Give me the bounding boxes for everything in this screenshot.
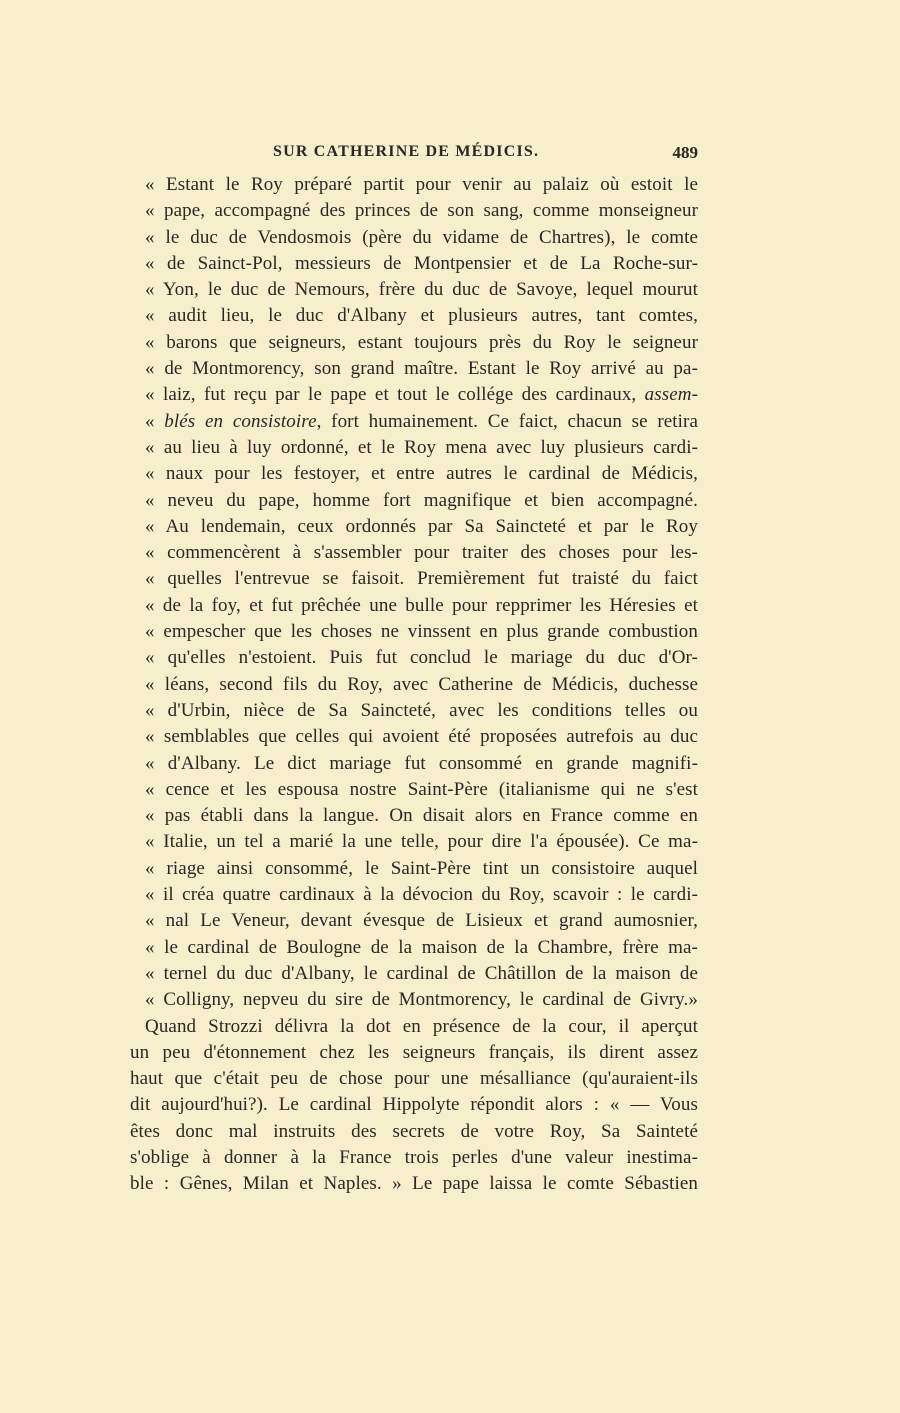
text-line	[130, 1092, 698, 1118]
running-header	[130, 143, 698, 167]
quoted-text-line	[130, 619, 698, 645]
text-segment: « pas établi dans la langue. On disait alors en France comme en	[145, 805, 698, 827]
text-line	[130, 1145, 698, 1171]
text-segment: « Colligny, nepveu du sire de Montmorency, le cardinal de Givry.»	[145, 989, 698, 1011]
text-segment: « riage ainsi consommé, le Saint-Père tint un consistoire auquel	[145, 857, 698, 879]
quoted-text-line	[130, 829, 698, 855]
quoted-text-line	[130, 908, 698, 934]
text-segment: « barons que seigneurs, estant toujours près du Roy le seigneur	[145, 331, 698, 353]
text-segment: « audit lieu, le duc d'Albany et plusieurs autres, tant comtes,	[145, 305, 698, 327]
text-segment: « le duc de Vendosmois (père du vidame de Chartres), le comte	[145, 226, 698, 248]
text-segment: ble : Gênes, Milan et Naples. » Le pape laissa le comte Sébastien	[130, 1173, 698, 1195]
text-segment: , fort humainement. Ce faict, chacun se retira	[316, 410, 699, 432]
quoted-text-line	[130, 593, 698, 619]
text-segment: dit aujourd'hui?). Le cardinal Hippolyte répondit alors : « — Vous	[130, 1094, 698, 1116]
text-segment: «	[145, 410, 165, 432]
quoted-text-line	[130, 961, 698, 987]
quoted-text-line	[130, 225, 698, 251]
quoted-text-line	[130, 409, 698, 435]
text-line	[130, 1040, 698, 1066]
text-segment: « naux pour les festoyer, et entre autres le cardinal de Médicis,	[145, 463, 698, 485]
text-segment: « Yon, le duc de Nemours, frère du duc de Savoye, lequel mourut	[145, 279, 698, 301]
text-segment: « qu'elles n'estoient. Puis fut conclud le mariage du duc d'Or-	[145, 647, 698, 669]
quoted-text-line	[130, 724, 698, 750]
quoted-text-line	[130, 356, 698, 382]
running-title: SUR CATHERINE DE MÉDICIS.	[273, 143, 540, 160]
quoted-text-line	[130, 435, 698, 461]
text-segment: « au lieu à luy ordonné, et le Roy mena avec luy plusieurs cardi-	[145, 436, 698, 458]
text-segment: « d'Urbin, nièce de Sa Saincteté, avec les conditions telles ou	[145, 699, 698, 721]
text-segment: « de la foy, et fut prêchée une bulle pour repprimer les Héresies et	[145, 594, 698, 616]
quoted-text-line	[130, 645, 698, 671]
quoted-text-line	[130, 488, 698, 514]
quoted-text-line	[130, 672, 698, 698]
quoted-text-line	[130, 198, 698, 224]
quoted-text-line	[130, 987, 698, 1013]
page-number: 489	[672, 143, 698, 162]
text-segment: « commencèrent à s'assembler pour traiter des choses pour les-	[145, 542, 698, 564]
text-segment: « nal Le Veneur, devant évesque de Lisieux et grand aumosnier,	[145, 910, 698, 932]
italic-text: assem-	[644, 384, 698, 406]
text-segment: « neveu du pape, homme fort magnifique et bien accompagné.	[145, 489, 698, 511]
text-segment: « d'Albany. Le dict mariage fut consommé en grande magnifi-	[145, 752, 698, 774]
quoted-text-line	[130, 935, 698, 961]
text-segment: « il créa quatre cardinaux à la dévocion du Roy, scavoir : le cardi-	[145, 884, 698, 906]
text-segment: « pape, accompagné des princes de son sang, comme monseigneur	[145, 200, 698, 222]
quoted-text-line	[130, 856, 698, 882]
text-segment: « de Sainct-Pol, messieurs de Montpensier et de La Roche-sur-	[145, 252, 698, 274]
quoted-text-line	[130, 330, 698, 356]
text-line	[130, 1014, 698, 1040]
quoted-text-line	[130, 540, 698, 566]
text-segment: « le cardinal de Boulogne de la maison de la Chambre, frère ma-	[145, 936, 698, 958]
text-segment: un peu d'étonnement chez les seigneurs français, ils dirent assez	[130, 1041, 698, 1063]
quoted-text-line	[130, 172, 698, 198]
text-segment: haut que c'était peu de chose pour une mésalliance (qu'auraient-ils	[130, 1068, 698, 1090]
text-segment: « quelles l'entrevue se faisoit. Premièrement fut traisté du faict	[145, 568, 698, 590]
text-segment: « Au lendemain, ceux ordonnés par Sa Saincteté et par le Roy	[145, 515, 698, 537]
text-segment: « empescher que les choses ne vinssent en plus grande combustion	[145, 621, 698, 643]
quoted-text-line	[130, 698, 698, 724]
text-line	[130, 1119, 698, 1145]
quoted-text-line	[130, 514, 698, 540]
text-segment: s'oblige à donner à la France trois perles d'une valeur inestima-	[130, 1146, 698, 1168]
text-segment: « Italie, un tel a marié la une telle, pour dire l'a épousée). Ce ma-	[145, 831, 698, 853]
text-line	[130, 1066, 698, 1092]
quoted-text-line	[130, 751, 698, 777]
text-segment: « cence et les espousa nostre Saint-Père (italianisme qui ne s'est	[145, 778, 698, 800]
text-segment: « semblables que celles qui avoient été proposées autrefois au duc	[145, 726, 698, 748]
quoted-text-line	[130, 382, 698, 408]
text-segment: « laiz, fut reçu par le pape et tout le collége des cardinaux,	[145, 384, 645, 406]
quoted-text-line	[130, 303, 698, 329]
quoted-text-line	[130, 566, 698, 592]
text-segment: « léans, second fils du Roy, avec Catherine de Médicis, duchesse	[145, 673, 698, 695]
quoted-text-line	[130, 277, 698, 303]
text-segment: « ternel du duc d'Albany, le cardinal de Châtillon de la maison de	[145, 962, 698, 984]
text-segment: « Estant le Roy préparé partit pour venir au palaiz où estoit le	[145, 174, 698, 195]
quoted-text-line	[130, 461, 698, 487]
quoted-text-line	[130, 251, 698, 277]
text-segment: Quand Strozzi délivra la dot en présence de la cour, il aperçut	[145, 1015, 698, 1037]
text-segment: « de Montmorency, son grand maître. Estant le Roy arrivé au pa-	[145, 358, 698, 380]
text-segment: êtes donc mal instruits des secrets de votre Roy, Sa Sainteté	[130, 1120, 698, 1142]
quoted-text-line	[130, 777, 698, 803]
page-body-text	[130, 172, 698, 1198]
quoted-text-line	[130, 882, 698, 908]
italic-text: blés en consistoire	[164, 410, 317, 432]
text-line	[130, 1171, 698, 1197]
quoted-text-line	[130, 803, 698, 829]
